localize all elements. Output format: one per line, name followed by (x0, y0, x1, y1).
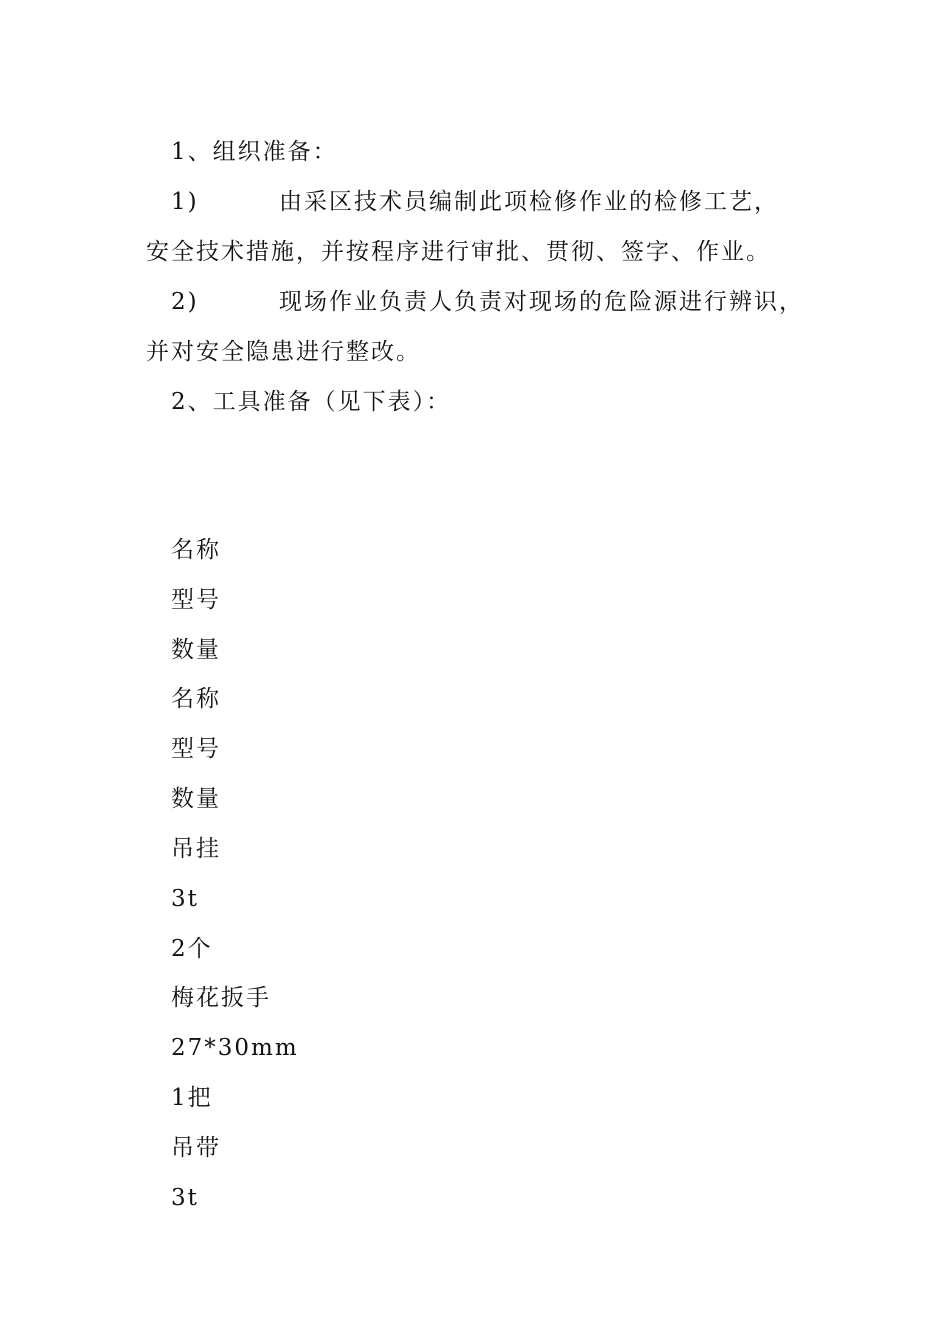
table-cell: 吊挂 (171, 836, 221, 862)
table-cell: 名称 (171, 537, 221, 563)
table-cell: 吊带 (171, 1135, 221, 1161)
table-cell: 梅花扳手 (171, 985, 271, 1011)
list-item-1-text: 由采区技术员编制此项检修作业的检修工艺， (279, 189, 779, 215)
section2-heading: 2、工具准备（见下表）： (171, 389, 452, 415)
list-item-2-text: 现场作业负责人负责对现场的危险源进行辨识， (279, 289, 804, 315)
list-item-1 (171, 187, 779, 217)
section1-heading: 1、组织准备： (171, 139, 338, 165)
table-cell: 27*30mm (171, 1035, 299, 1061)
table-cell: 3t (171, 886, 199, 912)
table-cell: 型号 (171, 587, 221, 613)
list-item-2-continuation: 并对安全隐患进行整改。 (146, 339, 421, 365)
list-item-1-continuation: 安全技术措施，并按程序进行审批、贯彻、签字、作业。 (146, 239, 771, 265)
table-cell: 名称 (171, 686, 221, 712)
list-item-2-number: 2) (171, 289, 199, 315)
table-cell: 3t (171, 1185, 199, 1211)
list-item-2 (171, 287, 804, 317)
table-cell: 数量 (171, 786, 221, 812)
table-cell: 1把 (171, 1085, 213, 1111)
table-cell: 数量 (171, 637, 221, 663)
table-cell: 型号 (171, 736, 221, 762)
table-cell: 2个 (171, 936, 213, 962)
list-item-1-number: 1) (171, 189, 199, 215)
